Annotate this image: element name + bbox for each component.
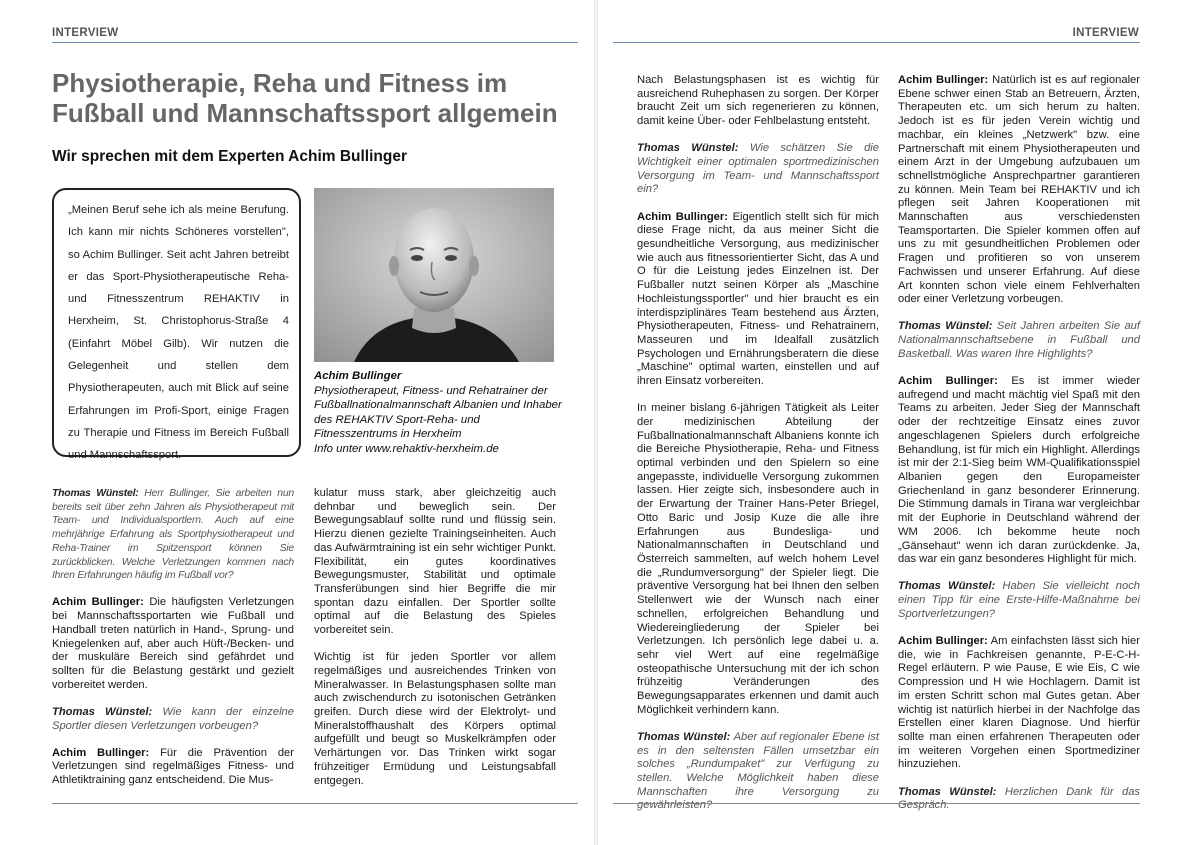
body-paragraph: kulatur muss stark, aber gleichzeitig auch dehnbar und beweglich sein. Der Bewegungsablauf sollte rund und flüssig sein. Hierzu dienen gezielte Trainingseinheiten. Auch das Aufwärmtraining ist ein sehr wichtiger Punkt. Flexibilität, ein gutes koordinatives Bewegungsmuster, Stabilität und optimale Transferübungen sind hier Begriffe die mir spontan dazu einfallen. Der Sportler sollte optimal auf die Belastung des Spieles vorbereitet sein.: [314, 487, 556, 637]
intro-quote-text: „Meinen Beruf sehe ich als meine Berufung. Ich kann mir nichts Schöneres vorstellen", so Achim Bullinger. Seit acht Jahren betreibt er das Sport-Physiotherapeutische Reha- und Fitnesszentrum REHAKTIV in Herxheim, St. Christophorus-Straße 4 (Einfahrt Möbel Gilb). Wir nutzen die Gelegenheit und stellen dem Physiotherapeuten, auch mit Blick auf seine Erfahrungen im Profi-Sport, einige Fragen zu Therapie und Fitness im Bereich Fußball und Mannschaftssport.: [68, 204, 289, 462]
speaker-label: Thomas Wünstel:: [52, 705, 153, 718]
speaker-label: Achim Bullinger:: [898, 375, 998, 388]
footer-rule-right: [613, 803, 1140, 804]
answer-text: Am einfachsten lässt sich hier die, wie in Fachkreisen genannte, P-E-C-H-Regel erläutern. P wie Pause, E wie Eis, C wie Compression und H wie Hochlagern. Damit ist im ersten Schritt schon mal Gutes getan. Aber wichtig ist natürlich hierbei in der Nachfolge das Erstellen einer klaren Diagnose. Und hierfür sollte man einen erfahrenen Therapeuten oder im weiteren Vorgehen einen Sportmediziner hinzuziehen.: [898, 635, 1140, 771]
body-paragraph: Wichtig ist für jeden Sportler vor allem regelmäßiges und ausreichendes Trinken von Mineralwasser. In Belastungsphasen sollte man auch zwischendurch zu isotonischen Getränken greifen. Durch diese wird der Elektrolyt- und Mineralstoffhaushalt des Körpers optimal aufgefüllt und beugt so Muskelkrämpfen oder Verhärtungen vor. Das Trinken wirkt sogar frühzeitiger Ermüdung und Leistungsabfall entgegen.: [314, 651, 556, 787]
page-gutter: [594, 0, 598, 845]
portrait-photo: [314, 188, 554, 362]
article-column-3: [637, 74, 879, 827]
speaker-label: Achim Bullinger:: [52, 746, 150, 759]
header-rule-left: [52, 42, 578, 43]
question-text: Wie schätzen Sie die Wichtigkeit einer optimalen sportmedizinischen Versorgung im Team- und Mannschaftssport ein?: [637, 142, 880, 196]
answer-paragraph: [637, 211, 879, 389]
answer-paragraph: [898, 74, 1140, 307]
answer-paragraph: [52, 747, 294, 788]
speaker-label: Thomas Wünstel:: [898, 580, 996, 593]
question-paragraph: [898, 580, 1140, 621]
body-paragraph: [637, 402, 879, 717]
speaker-label: Achim Bullinger:: [898, 635, 988, 648]
answer-paragraph: [898, 375, 1140, 567]
answer-text: Es ist immer wieder aufregend und macht mächtig viel Spaß mit den Teams zu arbeiten. Jeder Sieg der Mannschaft oder der rechtzeitige Einsatz eines zuvor angeschlagenen Spielers durch erfolgreiche Behandlung, ist für mich ein Highlight. Allerdings ist mir der 2:1-Sieg beim WM-Qualifikationsspiel Albanien gegen den Europameister Griechenland in ganz besonderer Erinnerung. Die Stimmung damals in Tirana war vergleichbar mit der Euphorie in Deutschland während der WM 2006. Ich bekomme heute noch „Gänsehaut" wenn ich daran zurückdenke. Ja, das war ein ganz besonderes Highlight für mich.: [898, 375, 1140, 566]
answer-text: Eigentlich stellt sich für mich diese Frage nicht, da aus meiner Sicht die gesundheitliche Versorgung, aus medizinischer wie auch aus fitnessorientierter Sicht, das A und O für die Leistung jedes Einzelnen ist. Der Fußballer nutzt seinen Körper als „Maschine Hochleistungssportler" und hier braucht es ein interdispziplinäres Team bestehend aus Ärzten, Physiotherapeuten, Fitness- und Rehatrainern, Masseuren und im Idealfall zusätzlich Psychologen und Ernährungsberatern die diese „Maschine" optimal warten, einstellen und auf ihren Einsatz vorbereiten.: [637, 210, 879, 388]
speaker-label: Thomas Wünstel:: [898, 320, 993, 333]
speaker-label: Achim Bullinger:: [637, 210, 728, 223]
question-paragraph: [52, 706, 294, 733]
section-label-right: INTERVIEW: [1072, 27, 1139, 39]
question-text: Seit Jahren arbeiten Sie auf Nationalmannschaftsebene in Fußball und Basketball. Was waren Ihre Highlights?: [898, 320, 1140, 360]
answer-text: Die häufigsten Verletzungen bei Mannschaftssportarten wie Fußball und Handball treten natürlich in Hand-, Sprung- und Kniegelenken auf, aber auch Hüft-/Becken- und der muskuläre Bereich sind gefährdet und sollten für die Belastung gestärkt und gezielt vorbereitet werden.: [52, 596, 294, 691]
speaker-label: Achim Bullinger:: [52, 596, 144, 609]
answer-text: Natürlich ist es auf regionaler Ebene schwer einen Stab an Betreuern, Ärzten, Therapeuten etc. um sich herum zu halten. Jedoch ist es für jeden Verein wichtig und machbar, ein kleines „Netzwerk" bzw. eine Partnerschaft mit einem Physiotherapeuten und einem Arzt in der Umgebung aufzubauen um schnellstmögliche Ansprechpartner garantieren zu können. Mein Team bei REHAKTIV und ich pflegen seit Jahren Kooperationen mit Mannschaften aus verschiedensten Teamsportarten. Die Spieler kommen offen auf uns zu mit gesundheitlichen Problemen oder Fragen und profitieren so von unserem Fachwissen und unserer Erfahrung. Auf diese Art konnten schon viele einem Fehlverhalten oder einer Verletzung vorbeugen.: [898, 74, 1141, 306]
intro-quote-box: [52, 188, 301, 462]
speaker-label: Thomas Wünstel:: [898, 785, 997, 798]
footer-rule-left: [52, 803, 578, 804]
question-paragraph: [637, 142, 879, 197]
photo-caption: [314, 369, 564, 457]
question-text: Herr Bullinger, Sie arbeiten nun bereits seit über zehn Jahren als Physiotherapeut mit Team- und Individualsportlern. Auch auf eine mehrjährige Erfahrung als Sportphysiotherapeut und Reha-Trainer im Spitzensport können Sie zurückblicken. Welche Verletzungen kommen nach Ihren Erfahrungen häufig im Fußball vor?: [52, 488, 294, 582]
question-text: Herzlichen Dank für das Gespräch.: [898, 785, 1141, 812]
body-paragraph: [637, 74, 879, 129]
question-text: Haben Sie vielleicht noch einen Tipp für eine Erste-Hilfe-Maßnahme bei Sportverletzungen?: [898, 580, 1141, 620]
section-label-left: INTERVIEW: [52, 27, 119, 39]
article-column-1: [52, 487, 294, 801]
answer-paragraph: [898, 635, 1140, 772]
speaker-label: Achim Bullinger:: [898, 74, 989, 86]
speaker-label: Thomas Wünstel:: [637, 730, 731, 743]
question-text: Aber auf regionaler Ebene ist es in den seltensten Fällen umsetzbar ein solches „Rundumpaket" zur Verfügung zu stellen. Welche Möglichkeit haben diese Mannschaften ihre Versorgung zu gewährleisten?: [637, 730, 879, 812]
question-paragraph: [898, 786, 1140, 813]
portrait-illustration: [314, 188, 554, 362]
header-rule-right: [613, 42, 1140, 43]
speaker-label: Thomas Wünstel:: [52, 488, 139, 499]
body-text: Nach Belastungsphasen ist es wichtig für ausreichend Ruhephasen zu sorgen. Der Körper braucht Zeit um sich regenerieren zu können, damit keine Über- oder Fehlbelastung entsteht.: [637, 74, 879, 128]
headline: Physiotherapie, Reha und Fitness im Fußball und Mannschaftssport allgemein: [52, 68, 558, 128]
speaker-label: Thomas Wünstel:: [637, 142, 739, 155]
question-text: Wie kann der einzelne Sportler diesen Verletzungen vorbeugen?: [52, 705, 294, 732]
caption-name: Achim Bullinger: [314, 370, 402, 382]
article-column-4: [898, 74, 1140, 826]
answer-paragraph: [52, 596, 294, 692]
answer-text: Für die Prävention der Verletzungen sind regelmäßiges Fitness- und Athletiktraining ganz entscheidend. Die Mus-: [52, 746, 294, 787]
question-paragraph: [637, 731, 879, 813]
question-paragraph: [52, 487, 294, 583]
caption-web: Info unter www.rehaktiv-herxheim.de: [314, 442, 499, 455]
body-text: In meiner bislang 6-jährigen Tätigkeit als Leiter der medizinischen Abteilung der Fußballnationalmannschaft Albaniens konnte ich die Bereiche Physiotherapie, Reha- und Fitness optimal verbinden und den Spielern so eine angepasste, individuelle Versorgung zukommen lassen. Hier zeigte sich, insbesondere auch in der Erwartung der Trainer Hans-Peter Briegel, Otto Baric und Josip Kuze die alle ihre Erfahrungen aus Bundesliga- und Nationalmannschaften in Deutschland und Österreich sammelten, auf welch hohem Level die „Rundumversorgung" der Spieler liegt. Die präventive Versorgung hat bei Ihnen den selben Stellenwert wie der Wunsch nach einer schnellen, erfolgreichen Behandlung und Wiedereingliederung der Spieler bei Verletzungen. Ich persönlich lege dabei u. a. sehr viel Wert auf eine regelmäßige osteopathische Untersuchung mit der ich schon frühzeitig Veränderungen des Bewegungsapparates erkennen und damit auch Möglichkeit verhindern kann.: [637, 402, 879, 716]
article-column-2: [314, 487, 556, 802]
caption-text: Physiotherapeut, Fitness- und Rehatrainer der Fußballnationalmannschaft Albanien und Inhaber des REHAKTIV Sport-Reha- und Fitnesszentrums in Herxheim: [314, 384, 562, 441]
question-paragraph: [898, 320, 1140, 361]
subheadline: Wir sprechen mit dem Experten Achim Bullinger: [52, 148, 408, 165]
